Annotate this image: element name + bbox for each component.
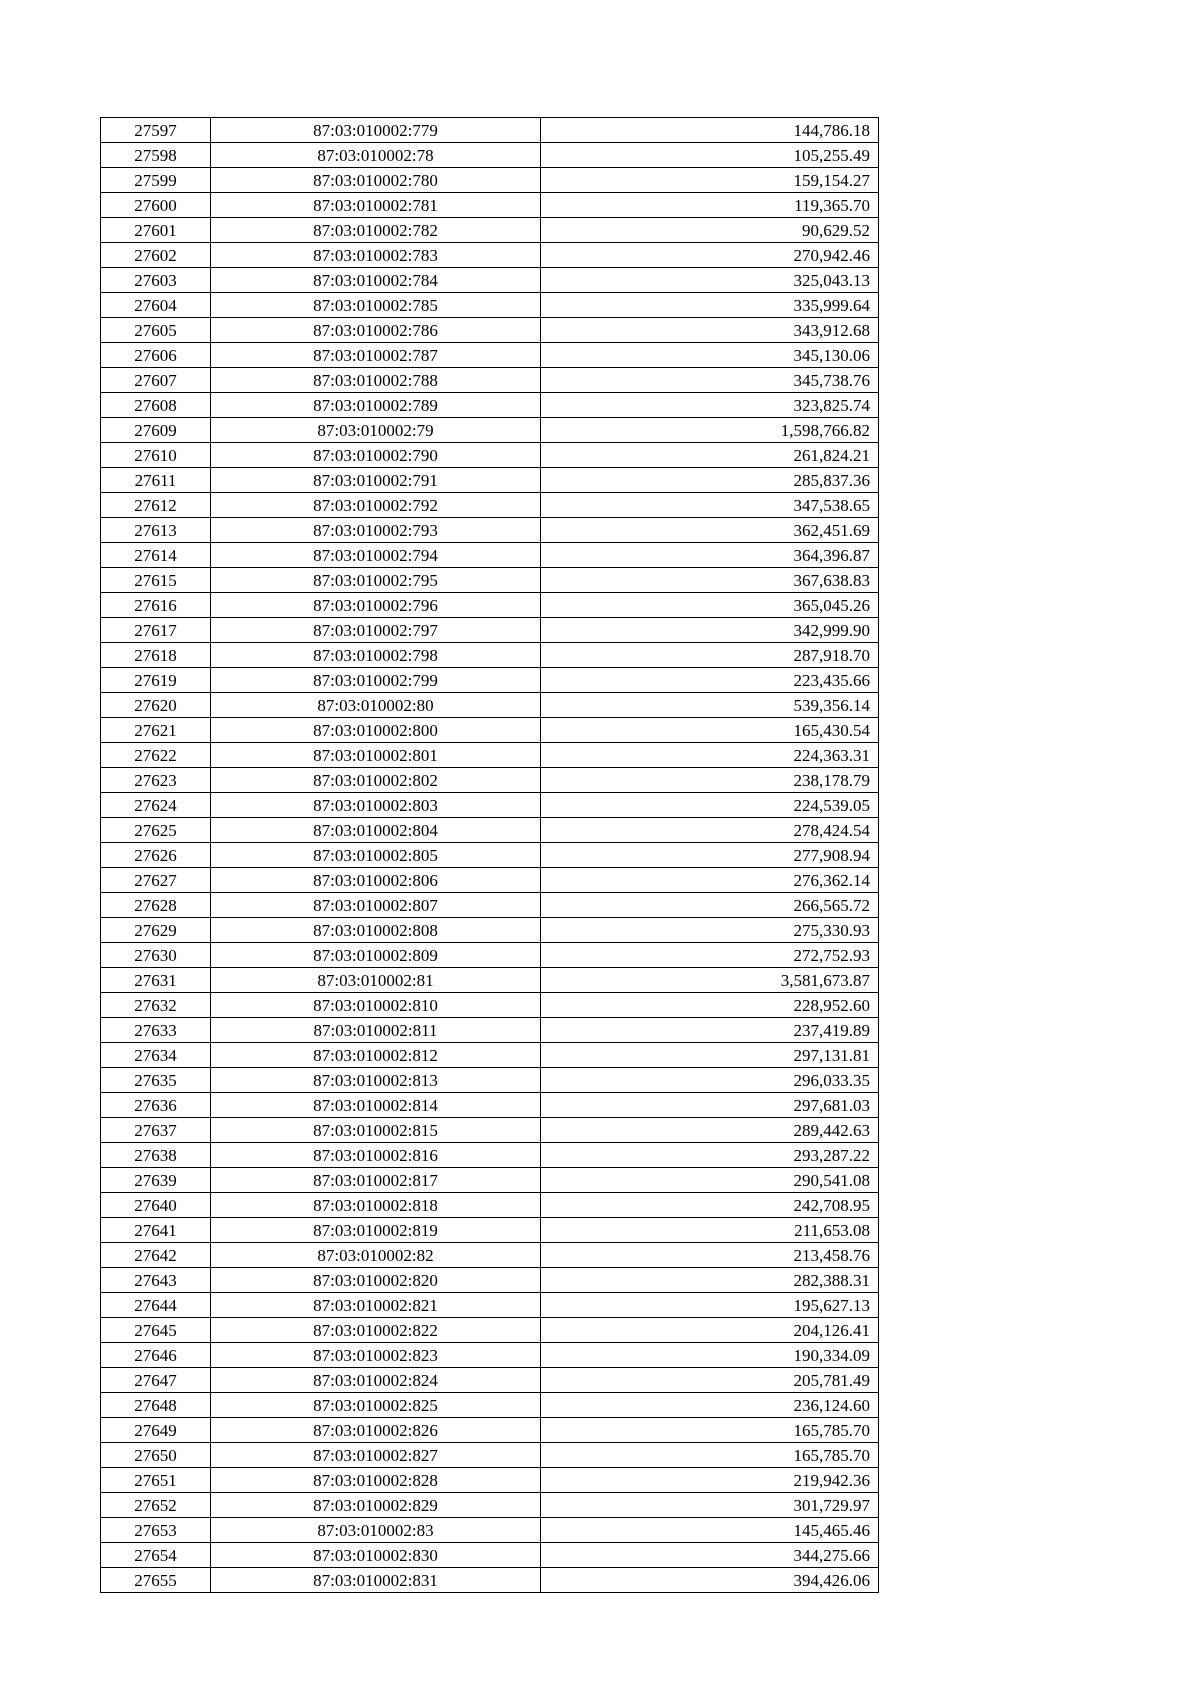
cadastral-number-cell: 87:03:010002:796	[211, 593, 541, 618]
value-cell: 211,653.08	[541, 1218, 879, 1243]
table-row	[101, 868, 879, 893]
value-cell: 364,396.87	[541, 543, 879, 568]
value-cell: 344,275.66	[541, 1543, 879, 1568]
table-row	[101, 818, 879, 843]
cadastral-number-cell: 87:03:010002:793	[211, 518, 541, 543]
row-number-cell: 27607	[101, 368, 211, 393]
table-row	[101, 668, 879, 693]
table-row	[101, 293, 879, 318]
cadastral-number-cell: 87:03:010002:799	[211, 668, 541, 693]
table-row	[101, 1268, 879, 1293]
table-row	[101, 1343, 879, 1368]
table-row	[101, 743, 879, 768]
table-row	[101, 1443, 879, 1468]
row-number-cell: 27642	[101, 1243, 211, 1268]
value-cell: 342,999.90	[541, 618, 879, 643]
value-cell: 1,598,766.82	[541, 418, 879, 443]
value-cell: 266,565.72	[541, 893, 879, 918]
row-number-cell: 27649	[101, 1418, 211, 1443]
row-number-cell: 27620	[101, 693, 211, 718]
row-number-cell: 27618	[101, 643, 211, 668]
cadastral-number-cell: 87:03:010002:825	[211, 1393, 541, 1418]
row-number-cell: 27605	[101, 318, 211, 343]
value-cell: 270,942.46	[541, 243, 879, 268]
cadastral-number-cell: 87:03:010002:821	[211, 1293, 541, 1318]
cadastral-number-cell: 87:03:010002:79	[211, 418, 541, 443]
cadastral-number-cell: 87:03:010002:830	[211, 1543, 541, 1568]
value-cell: 282,388.31	[541, 1268, 879, 1293]
table-row	[101, 1243, 879, 1268]
row-number-cell: 27633	[101, 1018, 211, 1043]
value-cell: 289,442.63	[541, 1118, 879, 1143]
cadastral-number-cell: 87:03:010002:804	[211, 818, 541, 843]
cadastral-number-cell: 87:03:010002:797	[211, 618, 541, 643]
row-number-cell: 27654	[101, 1543, 211, 1568]
cadastral-number-cell: 87:03:010002:794	[211, 543, 541, 568]
table-row	[101, 393, 879, 418]
value-cell: 275,330.93	[541, 918, 879, 943]
cadastral-number-cell: 87:03:010002:798	[211, 643, 541, 668]
cadastral-number-cell: 87:03:010002:801	[211, 743, 541, 768]
row-number-cell: 27609	[101, 418, 211, 443]
cadastral-number-cell: 87:03:010002:807	[211, 893, 541, 918]
value-cell: 345,130.06	[541, 343, 879, 368]
row-number-cell: 27624	[101, 793, 211, 818]
cadastral-number-cell: 87:03:010002:816	[211, 1143, 541, 1168]
value-cell: 287,918.70	[541, 643, 879, 668]
row-number-cell: 27637	[101, 1118, 211, 1143]
row-number-cell: 27602	[101, 243, 211, 268]
table-row	[101, 968, 879, 993]
table-row	[101, 1468, 879, 1493]
table-row	[101, 143, 879, 168]
value-cell: 238,178.79	[541, 768, 879, 793]
table-row	[101, 1093, 879, 1118]
table-row	[101, 1318, 879, 1343]
cadastral-number-cell: 87:03:010002:792	[211, 493, 541, 518]
row-number-cell: 27616	[101, 593, 211, 618]
table-row	[101, 593, 879, 618]
row-number-cell: 27627	[101, 868, 211, 893]
table-body	[101, 118, 879, 1593]
table-row	[101, 943, 879, 968]
cadastral-number-cell: 87:03:010002:826	[211, 1418, 541, 1443]
table-row	[101, 693, 879, 718]
table-row	[101, 843, 879, 868]
table-row	[101, 918, 879, 943]
value-cell: 323,825.74	[541, 393, 879, 418]
table-row	[101, 1493, 879, 1518]
cadastral-number-cell: 87:03:010002:800	[211, 718, 541, 743]
row-number-cell: 27619	[101, 668, 211, 693]
cadastral-number-cell: 87:03:010002:788	[211, 368, 541, 393]
row-number-cell: 27626	[101, 843, 211, 868]
row-number-cell: 27651	[101, 1468, 211, 1493]
cadastral-number-cell: 87:03:010002:812	[211, 1043, 541, 1068]
row-number-cell: 27634	[101, 1043, 211, 1068]
cadastral-number-cell: 87:03:010002:785	[211, 293, 541, 318]
table-row	[101, 443, 879, 468]
value-cell: 190,334.09	[541, 1343, 879, 1368]
row-number-cell: 27645	[101, 1318, 211, 1343]
cadastral-number-cell: 87:03:010002:783	[211, 243, 541, 268]
row-number-cell: 27601	[101, 218, 211, 243]
row-number-cell: 27604	[101, 293, 211, 318]
cadastral-number-cell: 87:03:010002:829	[211, 1493, 541, 1518]
table-row	[101, 1518, 879, 1543]
row-number-cell: 27643	[101, 1268, 211, 1293]
row-number-cell: 27600	[101, 193, 211, 218]
cadastral-number-cell: 87:03:010002:782	[211, 218, 541, 243]
row-number-cell: 27653	[101, 1518, 211, 1543]
value-cell: 144,786.18	[541, 118, 879, 143]
cadastral-number-cell: 87:03:010002:81	[211, 968, 541, 993]
value-cell: 236,124.60	[541, 1393, 879, 1418]
cadastral-number-cell: 87:03:010002:802	[211, 768, 541, 793]
value-cell: 278,424.54	[541, 818, 879, 843]
value-cell: 297,131.81	[541, 1043, 879, 1068]
table-row	[101, 893, 879, 918]
table-row	[101, 268, 879, 293]
table-row	[101, 568, 879, 593]
cadastral-number-cell: 87:03:010002:824	[211, 1368, 541, 1393]
table-row	[101, 1168, 879, 1193]
value-cell: 293,287.22	[541, 1143, 879, 1168]
cadastral-number-cell: 87:03:010002:789	[211, 393, 541, 418]
cadastral-number-cell: 87:03:010002:805	[211, 843, 541, 868]
cadastral-number-cell: 87:03:010002:819	[211, 1218, 541, 1243]
row-number-cell: 27631	[101, 968, 211, 993]
value-cell: 290,541.08	[541, 1168, 879, 1193]
table-row	[101, 318, 879, 343]
cadastral-number-cell: 87:03:010002:813	[211, 1068, 541, 1093]
value-cell: 242,708.95	[541, 1193, 879, 1218]
row-number-cell: 27635	[101, 1068, 211, 1093]
value-cell: 394,426.06	[541, 1568, 879, 1593]
cadastral-number-cell: 87:03:010002:791	[211, 468, 541, 493]
cadastral-number-cell: 87:03:010002:790	[211, 443, 541, 468]
table-row	[101, 1043, 879, 1068]
value-cell: 261,824.21	[541, 443, 879, 468]
table-row	[101, 368, 879, 393]
cadastral-number-cell: 87:03:010002:803	[211, 793, 541, 818]
cadastral-number-cell: 87:03:010002:780	[211, 168, 541, 193]
value-cell: 276,362.14	[541, 868, 879, 893]
cadastral-number-cell: 87:03:010002:787	[211, 343, 541, 368]
value-cell: 335,999.64	[541, 293, 879, 318]
table-row	[101, 343, 879, 368]
value-cell: 224,539.05	[541, 793, 879, 818]
row-number-cell: 27652	[101, 1493, 211, 1518]
cadastral-number-cell: 87:03:010002:814	[211, 1093, 541, 1118]
row-number-cell: 27622	[101, 743, 211, 768]
cadastral-number-cell: 87:03:010002:817	[211, 1168, 541, 1193]
table-row	[101, 793, 879, 818]
cadastral-number-cell: 87:03:010002:815	[211, 1118, 541, 1143]
row-number-cell: 27615	[101, 568, 211, 593]
row-number-cell: 27630	[101, 943, 211, 968]
table-row	[101, 768, 879, 793]
value-cell: 213,458.76	[541, 1243, 879, 1268]
cadastral-number-cell: 87:03:010002:831	[211, 1568, 541, 1593]
row-number-cell: 27614	[101, 543, 211, 568]
table-row	[101, 168, 879, 193]
cadastral-number-cell: 87:03:010002:820	[211, 1268, 541, 1293]
row-number-cell: 27608	[101, 393, 211, 418]
cadastral-number-cell: 87:03:010002:809	[211, 943, 541, 968]
table-row	[101, 1418, 879, 1443]
value-cell: 365,045.26	[541, 593, 879, 618]
table-row	[101, 718, 879, 743]
row-number-cell: 27625	[101, 818, 211, 843]
table-row	[101, 618, 879, 643]
cadastral-number-cell: 87:03:010002:823	[211, 1343, 541, 1368]
cadastral-number-cell: 87:03:010002:786	[211, 318, 541, 343]
table-row	[101, 1293, 879, 1318]
row-number-cell: 27610	[101, 443, 211, 468]
value-cell: 539,356.14	[541, 693, 879, 718]
table-row	[101, 1393, 879, 1418]
row-number-cell: 27644	[101, 1293, 211, 1318]
value-cell: 277,908.94	[541, 843, 879, 868]
table-row	[101, 1118, 879, 1143]
cadastral-number-cell: 87:03:010002:822	[211, 1318, 541, 1343]
table-row	[101, 218, 879, 243]
row-number-cell: 27612	[101, 493, 211, 518]
row-number-cell: 27603	[101, 268, 211, 293]
table-row	[101, 1068, 879, 1093]
value-cell: 228,952.60	[541, 993, 879, 1018]
value-cell: 297,681.03	[541, 1093, 879, 1118]
row-number-cell: 27613	[101, 518, 211, 543]
row-number-cell: 27599	[101, 168, 211, 193]
cadastral-number-cell: 87:03:010002:828	[211, 1468, 541, 1493]
row-number-cell: 27611	[101, 468, 211, 493]
table-row	[101, 118, 879, 143]
value-cell: 224,363.31	[541, 743, 879, 768]
row-number-cell: 27655	[101, 1568, 211, 1593]
table-row	[101, 1193, 879, 1218]
cadastral-number-cell: 87:03:010002:83	[211, 1518, 541, 1543]
value-cell: 325,043.13	[541, 268, 879, 293]
table-row	[101, 543, 879, 568]
row-number-cell: 27650	[101, 1443, 211, 1468]
value-cell: 285,837.36	[541, 468, 879, 493]
table-row	[101, 493, 879, 518]
value-cell: 205,781.49	[541, 1368, 879, 1393]
value-cell: 367,638.83	[541, 568, 879, 593]
table-row	[101, 1218, 879, 1243]
row-number-cell: 27632	[101, 993, 211, 1018]
value-cell: 347,538.65	[541, 493, 879, 518]
row-number-cell: 27628	[101, 893, 211, 918]
row-number-cell: 27647	[101, 1368, 211, 1393]
row-number-cell: 27641	[101, 1218, 211, 1243]
cadastral-number-cell: 87:03:010002:82	[211, 1243, 541, 1268]
value-cell: 237,419.89	[541, 1018, 879, 1043]
value-cell: 296,033.35	[541, 1068, 879, 1093]
value-cell: 159,154.27	[541, 168, 879, 193]
row-number-cell: 27629	[101, 918, 211, 943]
cadastral-number-cell: 87:03:010002:779	[211, 118, 541, 143]
table-row	[101, 468, 879, 493]
value-cell: 301,729.97	[541, 1493, 879, 1518]
row-number-cell: 27648	[101, 1393, 211, 1418]
value-cell: 272,752.93	[541, 943, 879, 968]
row-number-cell: 27623	[101, 768, 211, 793]
row-number-cell: 27640	[101, 1193, 211, 1218]
cadastral-number-cell: 87:03:010002:808	[211, 918, 541, 943]
row-number-cell: 27597	[101, 118, 211, 143]
cadastral-number-cell: 87:03:010002:827	[211, 1443, 541, 1468]
value-cell: 362,451.69	[541, 518, 879, 543]
table-row	[101, 1568, 879, 1593]
row-number-cell: 27617	[101, 618, 211, 643]
table-row	[101, 1543, 879, 1568]
table-row	[101, 518, 879, 543]
table-row	[101, 643, 879, 668]
value-cell: 345,738.76	[541, 368, 879, 393]
row-number-cell: 27636	[101, 1093, 211, 1118]
cadastral-value-table	[100, 117, 879, 1593]
row-number-cell: 27598	[101, 143, 211, 168]
table-row	[101, 1368, 879, 1393]
cadastral-number-cell: 87:03:010002:795	[211, 568, 541, 593]
cadastral-number-cell: 87:03:010002:781	[211, 193, 541, 218]
value-cell: 90,629.52	[541, 218, 879, 243]
cadastral-number-cell: 87:03:010002:811	[211, 1018, 541, 1043]
value-cell: 165,430.54	[541, 718, 879, 743]
value-cell: 105,255.49	[541, 143, 879, 168]
cadastral-number-cell: 87:03:010002:80	[211, 693, 541, 718]
table-row	[101, 1018, 879, 1043]
table-row	[101, 193, 879, 218]
value-cell: 165,785.70	[541, 1443, 879, 1468]
row-number-cell: 27639	[101, 1168, 211, 1193]
table-row	[101, 243, 879, 268]
row-number-cell: 27638	[101, 1143, 211, 1168]
value-cell: 3,581,673.87	[541, 968, 879, 993]
table-row	[101, 418, 879, 443]
value-cell: 145,465.46	[541, 1518, 879, 1543]
cadastral-number-cell: 87:03:010002:818	[211, 1193, 541, 1218]
row-number-cell: 27606	[101, 343, 211, 368]
row-number-cell: 27621	[101, 718, 211, 743]
table-row	[101, 993, 879, 1018]
table-row	[101, 1143, 879, 1168]
cadastral-number-cell: 87:03:010002:78	[211, 143, 541, 168]
cadastral-number-cell: 87:03:010002:784	[211, 268, 541, 293]
value-cell: 119,365.70	[541, 193, 879, 218]
value-cell: 165,785.70	[541, 1418, 879, 1443]
value-cell: 204,126.41	[541, 1318, 879, 1343]
cadastral-number-cell: 87:03:010002:806	[211, 868, 541, 893]
cadastral-number-cell: 87:03:010002:810	[211, 993, 541, 1018]
row-number-cell: 27646	[101, 1343, 211, 1368]
value-cell: 195,627.13	[541, 1293, 879, 1318]
value-cell: 219,942.36	[541, 1468, 879, 1493]
value-cell: 343,912.68	[541, 318, 879, 343]
value-cell: 223,435.66	[541, 668, 879, 693]
